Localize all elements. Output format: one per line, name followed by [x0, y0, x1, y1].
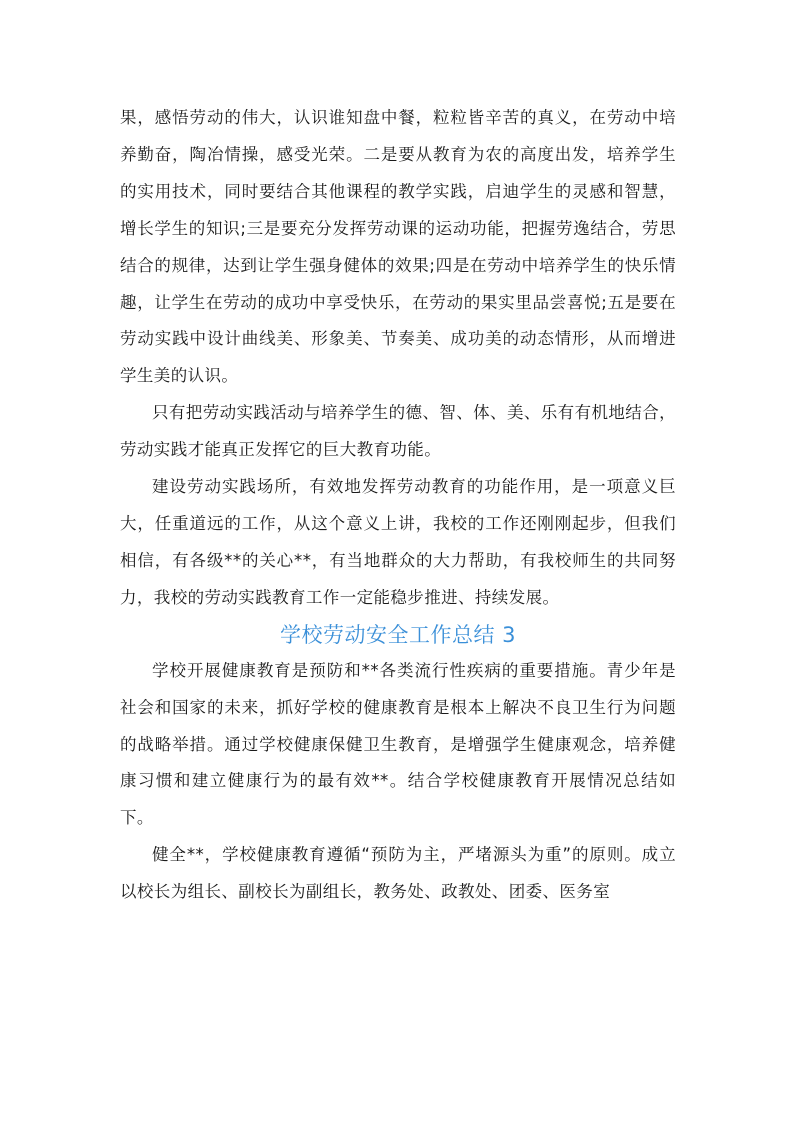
body-paragraph: 只有把劳动实践活动与培养学生的德、智、体、美、乐有有机地结合，劳动实践才能真正发挥它的巨大教育功能。 [120, 403, 676, 460]
body-paragraph: 健全**，学校健康教育遵循“预防为主，严堵源头为重”的原则。成立以校长为组长、副校长为副组长，教务处、政教处、团委、医务室 [120, 845, 676, 902]
section-heading: 学校劳动安全工作总结 3 [279, 622, 517, 647]
body-paragraph: 学校开展健康教育是预防和**各类流行性疾病的重要措施。青少年是社会和国家的未来，抓好学校的健康教育是根本上解决不良卫生行为问题的战略举措。通过学校健康保健卫生教育，是增强学生健康观念，培养健康习惯和建立健康行为的最有效**。结合学校健康教育开展情况总结如下。 [120, 660, 676, 828]
body-paragraph-continued: 果，感悟劳动的伟大，认识谁知盘中餐，粒粒皆辛苦的真义，在劳动中培养勤奋，陶冶情操，感受光荣。二是要从教育为农的高度出发，培养学生的实用技术，同时要结合其他课程的教学实践，启迪学生的灵感和智慧，增长学生的知识;三是要充分发挥劳动课的运动功能，把握劳逸结合，劳思结合的规律，达到让学生强身健体的效果;四是在劳动中培养学生的快乐情趣，让学生在劳动的成功中享受快乐，在劳动的果实里品尝喜悦;五是要在劳动实践中设计曲线美、形象美、节奏美、成功美的动态情形，从而增进学生美的认识。 [120, 108, 676, 386]
body-paragraph: 建设劳动实践场所，有效地发挥劳动教育的功能作用，是一项意义巨大，任重道远的工作，从这个意义上讲，我校的工作还刚刚起步，但我们相信，有各级**的关心**，有当地群众的大力帮助，有我校师生的共同努力，我校的劳动实践教育工作一定能稳步推进、持续发展。 [120, 477, 676, 607]
document-body [120, 100, 676, 911]
